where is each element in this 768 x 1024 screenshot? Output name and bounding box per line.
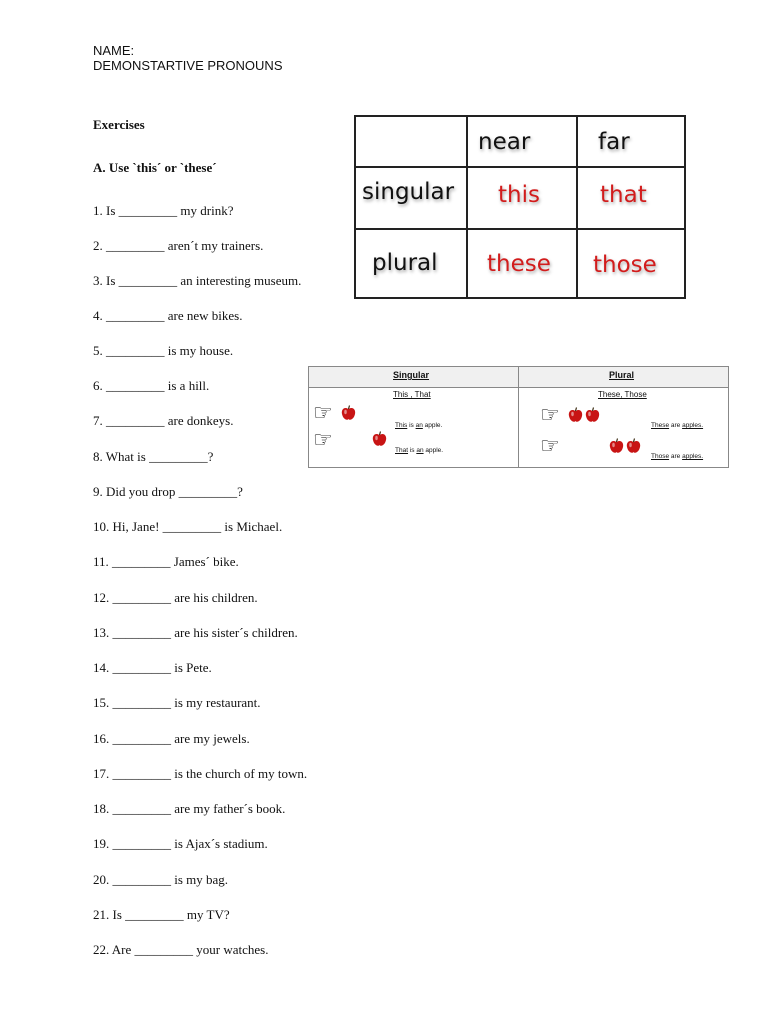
word-are: are	[669, 453, 683, 460]
pointing-hand-icon: ☞	[313, 401, 333, 426]
exercise-item: 20. _________ is my bag.	[93, 872, 229, 887]
pointing-hand-icon: ☞	[313, 428, 333, 453]
grid-cell-that: that	[600, 182, 647, 208]
name-label: NAME:	[93, 43, 135, 58]
exercise-item: 14. _________ is Pete.	[93, 660, 212, 675]
sentence-this	[395, 422, 442, 429]
exercise-item: 13. _________ are his sister´s children.	[93, 625, 298, 640]
word-these: These	[651, 422, 670, 429]
plural-subheader: These, Those	[598, 390, 647, 399]
exercise-item: 19. _________ is Ajax´s stadium.	[93, 836, 268, 851]
word-an: an	[415, 422, 423, 429]
grid-line	[466, 117, 468, 297]
exercise-item: 5. _________ is my house.	[93, 343, 234, 358]
sentence-those	[651, 453, 703, 460]
singular-header: Singular	[393, 370, 430, 380]
instruction-heading: A. Use `this´ or `these´	[93, 160, 217, 175]
word-apples: apples.	[682, 422, 704, 429]
exercise-item: 12. _________ are his children.	[93, 590, 258, 605]
word-is: is	[407, 422, 416, 429]
apple-icon	[372, 431, 387, 447]
word-that: That	[395, 447, 409, 454]
grid-header-near: near	[478, 129, 531, 155]
exercise-item: 4. _________ are new bikes.	[93, 308, 243, 323]
grid-cell-these: these	[487, 251, 551, 277]
exercise-item: 18. _________ are my father´s book.	[93, 801, 286, 816]
pronoun-grid	[354, 115, 686, 299]
word-apple: apple.	[422, 422, 443, 429]
exercise-item: 16. _________ are my jewels.	[93, 731, 250, 746]
grid-row-singular: singular	[362, 179, 455, 205]
exercise-item: 22. Are _________ your watches.	[93, 942, 269, 957]
word-an: an	[416, 447, 424, 454]
grid-row-plural: plural	[372, 250, 438, 276]
apple-icon	[341, 405, 356, 421]
grid-header-far: far	[598, 129, 630, 155]
exercise-item: 9. Did you drop _________?	[93, 484, 243, 499]
exercise-item: 8. What is _________?	[93, 449, 214, 464]
exercise-item: 1. Is _________ my drink?	[93, 203, 234, 218]
grid-line	[576, 117, 578, 297]
word-is: is	[408, 447, 417, 454]
word-apples: apples.	[682, 453, 704, 460]
word-apple: apple.	[423, 447, 444, 454]
exercise-item: 17. _________ is the church of my town.	[93, 766, 308, 781]
sentence-these	[651, 422, 703, 429]
apple-icon	[568, 407, 583, 423]
apple-icon	[626, 438, 641, 454]
grid-cell-those: those	[593, 252, 657, 278]
exercise-item: 10. Hi, Jane! _________ is Michael.	[93, 519, 283, 534]
example-box	[308, 366, 729, 468]
exercise-item: 7. _________ are donkeys.	[93, 413, 234, 428]
exercise-item: 3. Is _________ an interesting museum.	[93, 273, 302, 288]
pointing-hand-icon: ☞	[540, 403, 560, 428]
example-box-divider	[518, 367, 519, 467]
apple-icon	[609, 438, 624, 454]
exercise-item: 21. Is _________ my TV?	[93, 907, 230, 922]
exercise-item: 2. _________ aren´t my trainers.	[93, 238, 264, 253]
word-those: Those	[651, 453, 670, 460]
pointing-hand-icon: ☞	[540, 434, 560, 459]
sentence-that	[395, 447, 443, 454]
exercise-item: 6. _________ is a hill.	[93, 378, 210, 393]
word-are: are	[669, 422, 683, 429]
section-heading: Exercises	[93, 117, 145, 132]
exercise-item: 11. _________ James´ bike.	[93, 554, 239, 569]
word-this: This	[395, 422, 408, 429]
plural-header: Plural	[609, 370, 635, 380]
grid-line	[356, 228, 684, 230]
exercise-item: 15. _________ is my restaurant.	[93, 695, 261, 710]
apple-icon	[585, 407, 600, 423]
grid-line	[356, 166, 684, 168]
grid-cell-this: this	[498, 182, 540, 208]
worksheet-title: DEMONSTARTIVE PRONOUNS	[93, 58, 283, 73]
singular-subheader: This , That	[393, 390, 431, 399]
